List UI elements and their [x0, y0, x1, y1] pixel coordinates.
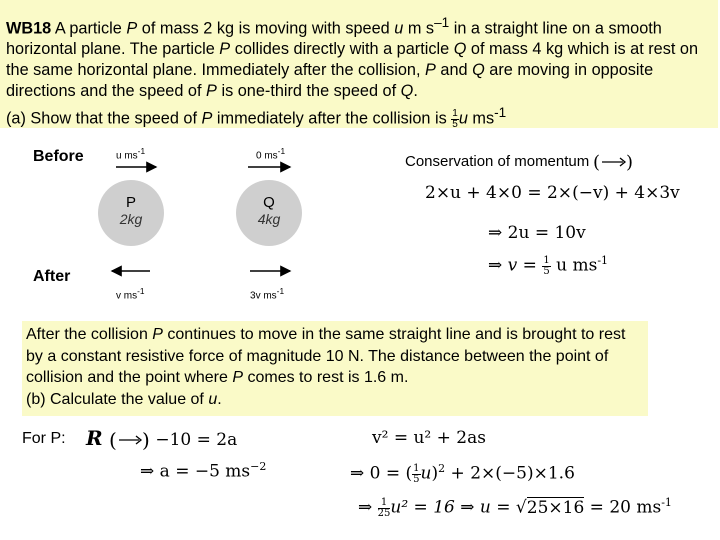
var-u: u — [394, 19, 404, 38]
q-after-speed-text: v ms — [255, 290, 277, 302]
frac-num: 1 — [452, 108, 458, 120]
exp: -1 — [276, 286, 285, 296]
frac-num: 1 — [378, 498, 391, 509]
positive-direction-icon — [109, 429, 149, 451]
p-before-speed — [116, 146, 145, 161]
ball-q-label: Q — [263, 194, 275, 211]
exp: -1 — [137, 286, 145, 296]
problem-statement — [0, 0, 718, 131]
var-p: P — [425, 61, 436, 80]
res-sqrt: 25×16 — [526, 497, 585, 518]
svg-text:): ) — [141, 427, 150, 452]
part-a-2: immediately after the collision is — [212, 109, 447, 128]
implies-icon: ⇒ — [488, 223, 503, 243]
ball-p-label: P — [125, 194, 136, 211]
var-p: P — [219, 40, 231, 59]
p2-text-1: After the collision — [26, 326, 153, 343]
exp: -1 — [277, 146, 286, 156]
implies-icon: ⇒ — [488, 255, 503, 276]
momentum-heading — [405, 152, 633, 172]
p-after-speed — [116, 286, 145, 301]
eq3-a: v = — [507, 255, 537, 276]
subst-a: 0 = — [369, 463, 401, 484]
svg-text:(: ( — [593, 152, 601, 173]
p-after-speed-text: v ms — [116, 290, 138, 302]
problem-label: WB18 — [6, 19, 52, 38]
after-label: After — [33, 268, 71, 285]
problem-text-1: A particle — [51, 19, 127, 38]
frac — [378, 498, 391, 519]
var-q: Q — [400, 82, 414, 101]
q-before-speed-text: 0 ms — [256, 150, 278, 162]
res-b: u = — [479, 497, 511, 518]
p2-text-3: comes to rest is 1.6 m. — [243, 369, 409, 386]
unit-exp: -1 — [494, 105, 507, 121]
equation-v — [488, 254, 608, 277]
eq-r: −10 = 2a — [155, 430, 238, 450]
frac-den: 5 — [543, 265, 550, 277]
momentum-heading-text: Conservation of momentum — [405, 152, 590, 170]
var-p: P — [152, 326, 163, 343]
problem-part-b — [22, 321, 648, 416]
problem2-text — [22, 321, 648, 410]
eq2: 2u = 10v — [507, 223, 586, 243]
var-p: P — [126, 19, 138, 38]
frac-den: 5 — [452, 119, 458, 131]
ball-q — [236, 180, 302, 246]
problem-text-2: of mass 2 kg is moving with speed — [137, 19, 395, 38]
problem-text-10: . — [413, 82, 418, 101]
exp: -1 — [137, 146, 146, 156]
implies-icon: ⇒ — [358, 497, 373, 518]
problem-exp: –1 — [434, 15, 450, 30]
eq1-a: 2×u + 4×0 = 2× — [425, 183, 573, 203]
problem-text-6: of mass 4 kg which is at rest on the same horizontal plane. Immediately after the collision, — [6, 40, 699, 80]
var-p: P — [201, 109, 213, 128]
part-b: (b) Calculate the value of — [26, 390, 209, 408]
unit-ms: ms — [467, 109, 495, 128]
force-equation — [86, 426, 237, 451]
var-q: Q — [472, 61, 485, 80]
substitution-equation: ⇒ 0 = ( $\frac{1}{5}$ u)$^2$ + 2×(−5)×1.6 — [350, 462, 575, 485]
var-p: P — [232, 369, 244, 386]
problem-text-4: in a straight line on a smooth horizontal plane. The particle — [6, 19, 662, 59]
eq-a-exp: −2 — [250, 460, 267, 473]
problem-text — [0, 0, 718, 130]
problem-text-7: and — [435, 61, 473, 80]
frac — [412, 464, 420, 485]
subst-e: ×1.6 — [533, 463, 575, 484]
problem-text-8: are moving in opposite directions and the speed of — [6, 61, 654, 101]
svg-text:): ) — [626, 152, 634, 173]
p2-text-2: continues to move in the same straight line and is brought to rest by a constant resistive force of magnitude 10 N. The distance between the point of collision and the point where — [26, 326, 626, 386]
subst-c: + 2× — [450, 463, 496, 484]
q-after-speed — [250, 286, 284, 301]
var-u: u — [458, 109, 468, 128]
result-equation: ⇒ $\frac{1}{25}$ u² = 16 ⇒ u = √25×16 = 20 $ms^{-1}$ — [358, 496, 672, 519]
implies-icon: ⇒ — [350, 463, 365, 484]
p2-text-4: . — [217, 390, 222, 408]
acceleration-equation — [140, 460, 266, 482]
eq3-exp: -1 — [597, 254, 609, 267]
coef: 3 — [250, 290, 256, 302]
implies-icon: ⇒ — [140, 461, 155, 482]
res-a: u² = 16 — [390, 497, 455, 518]
ball-p-mass: 2kg — [119, 211, 143, 227]
subst-d: −5 — [501, 463, 527, 484]
q-before-speed — [256, 146, 285, 161]
frac-den: 25 — [377, 507, 391, 519]
positive-direction-icon — [593, 152, 633, 172]
eq3-b: u ms — [556, 255, 598, 276]
frac-den: 5 — [413, 473, 420, 485]
equation-2u — [488, 223, 586, 243]
fraction-one-fifth — [451, 109, 459, 130]
eq-a-lhs: a = −5 ms — [159, 461, 251, 482]
problem-text-3: m s — [403, 19, 435, 38]
svg-text:(: ( — [108, 427, 117, 452]
frac-num: 1 — [413, 462, 420, 474]
eq1-c: + 4×3v — [609, 183, 680, 203]
ball-q-mass: 4kg — [257, 211, 281, 227]
subst-b: u — [420, 463, 432, 484]
for-p-label: For P: — [22, 430, 66, 447]
ball-p — [98, 180, 164, 246]
problem-text-9: is one-third the speed of — [216, 82, 401, 101]
var-r: R — [86, 426, 103, 450]
frac — [542, 256, 550, 277]
before-label: Before — [33, 148, 84, 165]
res-exp: -1 — [661, 496, 672, 509]
p-before-speed-text: u ms — [116, 150, 138, 162]
var-u: u — [208, 390, 218, 408]
res-c: = 20 ms — [584, 497, 662, 518]
var-q: Q — [453, 40, 467, 59]
eq1-b: −v — [578, 183, 603, 203]
problem-text-5: collides directly with a particle — [230, 40, 454, 59]
var-p: P — [206, 82, 217, 101]
part-a: (a) Show that the speed of — [6, 109, 202, 128]
frac-num: 1 — [543, 254, 550, 266]
implies-icon: ⇒ — [460, 497, 475, 518]
momentum-equation: 2×u + 4×0 = 2×(−v) + 4×3v — [425, 183, 680, 203]
suvat-equation: v² = u² + 2as — [372, 428, 486, 448]
